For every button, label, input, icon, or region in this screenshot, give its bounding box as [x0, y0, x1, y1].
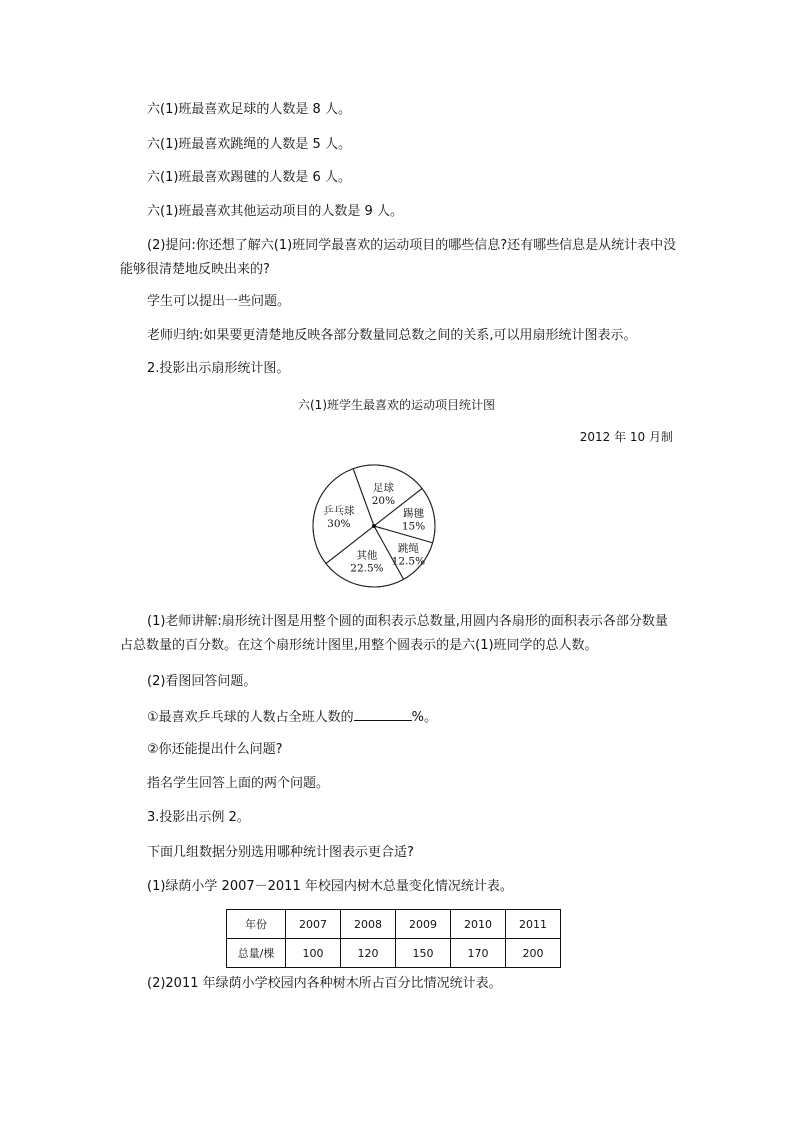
text-shuttlecock: 六(1)班最喜欢踢毽的人数是 6 人。 [147, 170, 351, 185]
table-cell: 2009 [396, 910, 451, 939]
text-rope: 六(1)班最喜欢跳绳的人数是 5 人。 [147, 137, 351, 152]
table-cell: 2007 [286, 910, 341, 939]
pie-label-5: 乒乓球 [323, 504, 355, 517]
text-which-chart: 下面几组数据分别选用哪种统计图表示更合适? [147, 845, 414, 860]
table-cell: 年份 [227, 910, 286, 939]
table-cell: 总量/棵 [227, 939, 286, 968]
pie-label-1: 足球 [372, 482, 394, 495]
table-cell: 100 [286, 939, 341, 968]
pie-value-2: 15% [401, 520, 426, 533]
pie-value-4: 22.5% [350, 562, 384, 575]
table-cell: 150 [396, 939, 451, 968]
pie-value-5: 30% [327, 517, 351, 530]
pie-value-1: 20% [371, 495, 396, 508]
table-row [227, 910, 561, 939]
text-other: 六(1)班最喜欢其他运动项目的人数是 9 人。 [147, 204, 403, 219]
text-football: 六(1)班最喜欢足球的人数是 8 人。 [147, 102, 351, 117]
table-cell: 170 [451, 939, 506, 968]
table-cell: 120 [341, 939, 396, 968]
text-explain: (1)老师讲解:扇形统计图是用整个圆的面积表示总数量,用圆内各扇形的面积表示各部分数量占总数量的百分数。在这个扇形统计图里,用整个圆表示的是六(1)班同学的总人数。 [120, 614, 668, 653]
text-show-example: 3.投影出示例 2。 [147, 810, 250, 825]
pie-label-3: 跳绳 [397, 542, 419, 555]
question-a-unit: %。 [411, 710, 438, 725]
table-cell: 2008 [341, 910, 396, 939]
pie-chart [312, 462, 442, 592]
answer-blank[interactable] [354, 708, 412, 721]
text-answer: 指名学生回答上面的两个问题。 [147, 776, 330, 791]
question-a [147, 708, 437, 726]
table-cell: 2011 [506, 910, 561, 939]
tree-table [226, 909, 561, 968]
pie-value-3: 12.5% [391, 555, 426, 568]
question-b: ②你还能提出什么问题? [147, 742, 283, 757]
text-table-2: (2)2011 年绿荫小学校园内各种树木所占百分比情况统计表。 [147, 976, 502, 991]
question-2: (2)提问:你还想了解六(1)班同学最喜欢的运动项目的哪些信息?还有哪些信息是从统计表中没能够很清楚地反映出来的? [120, 238, 677, 277]
table-cell: 2010 [451, 910, 506, 939]
pie-center-dot [372, 524, 376, 528]
text-look: (2)看图回答问题。 [147, 674, 257, 689]
table-cell: 200 [506, 939, 561, 968]
question-a-text: ①最喜欢乒乓球的人数占全班人数的 [147, 710, 354, 725]
text-table-1: (1)绿荫小学 2007－2011 年校园内树木总量变化情况统计表。 [147, 879, 513, 894]
chart-date: 2012 年 10 月制 [579, 430, 673, 444]
pie-label-4: 其他 [356, 549, 378, 562]
table-row [227, 939, 561, 968]
text-show-pie: 2.投影出示扇形统计图。 [147, 361, 290, 376]
pie-label-2: 踢毽 [403, 507, 425, 520]
chart-title: 六(1)班学生最喜欢的运动项目统计图 [298, 398, 495, 412]
text-teacher-summary: 老师归纳:如果要更清楚地反映各部分数量同总数之间的关系,可以用扇形统计图表示。 [147, 328, 637, 343]
text-students: 学生可以提出一些问题。 [147, 294, 291, 309]
